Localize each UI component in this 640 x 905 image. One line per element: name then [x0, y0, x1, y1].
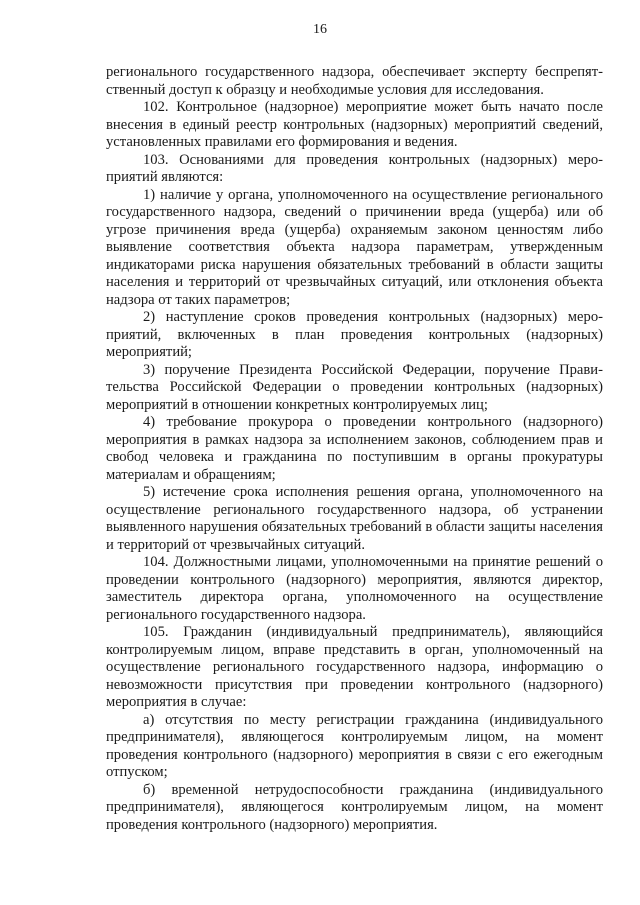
- list-item-105-a: а) отсутствия по месту регистрации гражданина (индивидуального предпринимателя), являющегося контролируемым лицом, на момент проведения контрольного (надзорного) мероприятия в связи с его ежегодным отпуском;: [106, 711, 603, 780]
- paragraph-continuation: регионального государственного надзора, обеспечивает эксперту беспрепятственный доступ к образцу и необходимые условия для исследования.: [106, 64, 603, 98]
- list-item-103-4: 4) требование прокурора о проведении контрольного (надзорного) мероприятия в рамках надзора за исполнением законов, соблюдением прав и свобод человека и гражданина по поступившим в органы прокуратуры материалам и обращениям;: [106, 414, 603, 483]
- document-body: [106, 64, 603, 834]
- paragraph-102: 102. Контрольное (надзорное) мероприятие может быть начато после внесения в единый реестр контрольных (надзорных) мероприятий сведений, установленных правилами его формирования и ведения.: [106, 99, 603, 150]
- list-item-105-b: б) временной нетрудоспособности гражданина (индивидуального предпринимателя), являющегося контролируемым лицом, на момент проведения контрольного (надзорного) мероприятия.: [106, 781, 603, 833]
- list-item-103-3: 3) поручение Президента Российской Федерации, поручение Правительства Российской Федерации о проведении контрольных (надзорных) мероприятий в отношении конкретных контролируемых лиц;: [106, 361, 603, 413]
- page-number: 16: [313, 22, 327, 37]
- list-item-103-5: 5) истечение срока исполнения решения органа, уполномоченного на осуществление регионального государственного надзора, об устранении выявленного нарушения обязательных требований в области защиты населения и территорий от чрезвычайных ситуаций.: [106, 484, 603, 553]
- paragraph-104: 104. Должностными лицами, уполномоченными на принятие решений о проведении контрольного (надзорного) мероприятия, являются директор, заместитель директора органа, уполномоченного на осуществление регионального государственного надзора.: [106, 554, 603, 623]
- list-item-103-1: 1) наличие у органа, уполномоченного на осуществление регионального государственного надзора, сведений о причинении вреда (ущерба) или об угрозе причинения вреда (ущерба) охраняемым законом ценностям либо выявление соответствия объекта надзора параметрам, утвержденным индикаторами риска нарушения обязательных требований в области защиты населения и территорий от чрезвычайных ситуаций, или отклонения объекта надзора от таких параметров;: [106, 186, 603, 308]
- paragraph-103: 103. Основаниями для проведения контрольных (надзорных) мероприятий являются:: [106, 151, 603, 185]
- paragraph-105: 105. Гражданин (индивидуальный предприниматель), являющийся контролируемым лицом, вправе представить в орган, уполномоченный на осуществление регионального государственного надзора, информацию о невозможности присутствия при проведении контрольного (надзорного) мероприятия в случае:: [106, 624, 603, 710]
- list-item-103-2: 2) наступление сроков проведения контрольных (надзорных) мероприятий, включенных в план проведения контрольных (надзорных) мероприятий;: [106, 309, 603, 360]
